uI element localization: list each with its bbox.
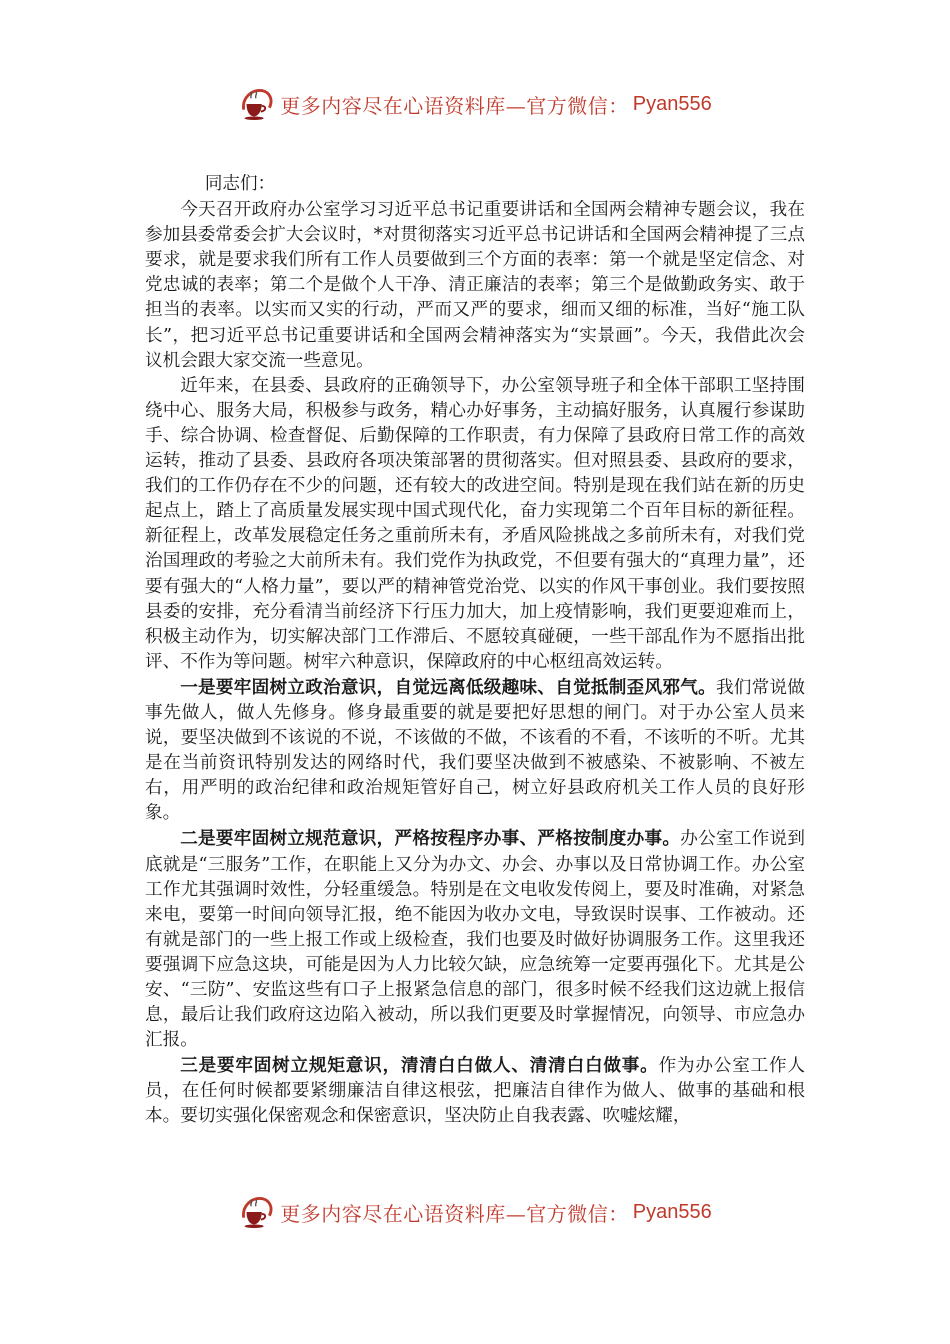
header-banner <box>0 84 950 124</box>
paragraph-background: 近年来，在县委、县政府的正确领导下，办公室领导班子和全体干部职工坚持围绕中心、服务大局，积极参与政务，精心办好事务，主动搞好服务，认真履行参谋助手、综合协调、检查督促、后勤保障的工作职责，有力保障了县政府日常工作的高效运转，推动了县委、县政府各项决策部署的贯彻落实。但对照县委、县政府的要求，我们的工作仍存在不少的问题，还有较大的改进空间。特别是现在我们站在新的历史起点上，踏上了高质量发展实现中国式现代化，奋力实现第二个百年目标的新征程。新征程上，改革发展稳定任务之重前所未有，矛盾风险挑战之多前所未有，对我们党治国理政的考验之大前所未有。我们党作为执政党，不但要有强大的“真理力量”，还要有强大的“人格力量”，要以严的精神管党治党、以实的作风干事创业。我们要按照县委的安排，充分看清当前经济下行压力加大，加上疫情影响，我们更要迎难而上，积极主动作为，切实解决部门工作滞后、不愿较真碰硬，一些干部乱作为不愿指出批评、不作为等问题。树牢六种意识，保障政府的中心枢纽高效运转。 <box>145 375 805 672</box>
paragraph-point-three <box>145 1053 805 1129</box>
point-three-body: 作为办公室工作人员，在任何时候都要紧绷廉洁自律这根弦，把廉洁自律作为做人、做事的基础和根本。要切实强化保密观念和保密意识，坚决防止自我表露、吹嘘炫耀， <box>145 1056 805 1127</box>
point-one-body: 我们常说做事先做人，做人先修身。修身最重要的就是要把好思想的闸门。对于办公室人员来说，要坚决做到不该说的不说，不该做的不做，不该看的不看，不该听的不听。尤其是在当前资讯特别发达的网络时代，我们要坚决做到不被感染、不被影响、不被左右，用严明的政治纪律和政治规矩管好自己，树立好县政府机关工作人员的良好形象。 <box>145 677 805 824</box>
banner-text: 更多内容尽在心语资料库—官方微信： <box>280 93 629 118</box>
point-two-heading: 二是要牢固树立规范意识，严格按程序办事、严格按制度办事。 <box>180 828 681 850</box>
salutation: 同志们： <box>204 174 276 194</box>
banner-wechat-id: Pyan556 <box>632 92 712 115</box>
point-one-heading: 一是要牢固树立政治意识，自觉远离低级趣味、自觉抵制歪风邪气。 <box>180 676 716 698</box>
document-body <box>145 172 805 1130</box>
point-three-heading: 三是要牢固树立规矩意识，清清白白做人、清清白白做事。 <box>180 1055 659 1077</box>
paragraph-point-two <box>145 826 805 1053</box>
footer-banner <box>0 1192 950 1232</box>
tea-cup-logo-icon <box>238 1193 276 1231</box>
paragraph-point-one <box>145 675 805 827</box>
point-two-body: 办公室工作说到底就是“三服务”工作，在职能上又分为办文、办会、办事以及日常协调工作。办公室工作尤其强调时效性，分轻重缓急。特别是在文电收发传阅上，要及时准确，对紧急来电，要第一时间向领导汇报，绝不能因为收办文电，导致误时误事、工作被动。还有就是部门的一些上报工作或上级检查，我们也要及时做好协调服务工作。这里我还要强调下应急这块，可能是因为人力比较欠缺，应急统筹一定要再强化下。尤其是公安、“三防”、安监这些有口子上报紧急信息的部门，很多时候不经我们这边就上报信息，最后让我们政府这边陷入被动，所以我们更要及时掌握情况，向领导、市应急办汇报。 <box>145 829 805 1051</box>
paragraph-intro: 今天召开政府办公室学习习近平总书记重要讲话和全国两会精神专题会议，我在参加县委常委会扩大会议时，*对贯彻落实习近平总书记讲话和全国两会精神提了三点要求，就是要求我们所有工作人员要做到三个方面的表率：第一个就是坚定信念、对党忠诚的表率；第二个是做个人干净、清正廉洁的表率；第三个是做勤政务实、敢于担当的表率。以实而又实的行动，严而又严的要求，细而又细的标准，当好“施工队长”，把习近平总书记重要讲话和全国两会精神落实为“实景画”。今天，我借此次会议机会跟大家交流一些意见。 <box>145 200 805 371</box>
banner-wechat-id: Pyan556 <box>632 1200 712 1223</box>
banner-text: 更多内容尽在心语资料库—官方微信： <box>280 1201 629 1226</box>
tea-cup-logo-icon <box>238 85 276 123</box>
